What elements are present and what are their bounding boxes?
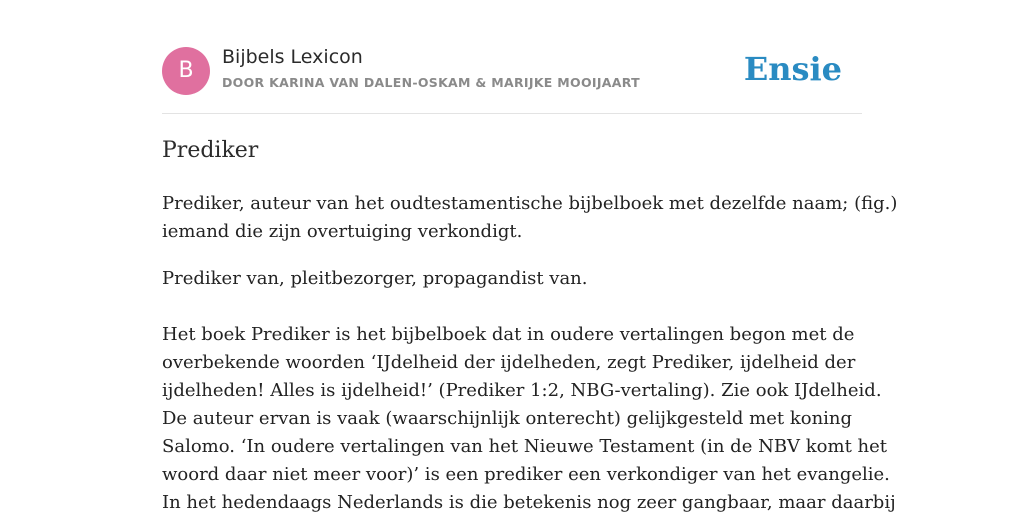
text-line: In het hedendaags Nederlands is die betekenis nog zeer gangbaar, maar daarbij <box>162 492 896 513</box>
text-line: Salomo. ‘In oudere vertalingen van het Nieuwe Testament (in de NBV komt het <box>162 436 888 457</box>
text-line: woord daar niet meer voor)’ is een prediker een verkondiger van het evangelie. <box>162 464 890 485</box>
dictionary-title[interactable]: Bijbels Lexicon <box>222 46 363 68</box>
text-line: iemand die zijn overtuiging verkondigt. <box>162 221 523 242</box>
text-line: ijdelheden! Alles is ijdelheid!’ (Prediker 1:2, NBG-vertaling). Zie ook IJdelheid. <box>162 380 882 401</box>
dictionary-header <box>162 46 862 96</box>
expression-paragraph <box>162 265 862 293</box>
entry-title: Prediker <box>162 138 259 163</box>
text-line: Prediker, auteur van het oudtestamentische bijbelboek met dezelfde naam; (fig.) <box>162 193 898 214</box>
explanation-paragraph <box>162 321 896 517</box>
header-divider <box>162 113 862 114</box>
definition-paragraph <box>162 190 898 246</box>
dictionary-authors: DOOR KARINA VAN DALEN-OSKAM & MARIJKE MOOIJAART <box>222 75 640 90</box>
text-line: De auteur ervan is vaak (waarschijnlijk onterecht) gelijkgesteld met koning <box>162 408 853 429</box>
text-line: Het boek Prediker is het bijbelboek dat in oudere vertalingen begon met de <box>162 324 855 345</box>
text-line: overbekende woorden ‘IJdelheid der ijdelheden, zegt Prediker, ijdelheid der <box>162 352 856 373</box>
text-line: Prediker van, pleitbezorger, propagandist van. <box>162 268 588 289</box>
dictionary-avatar[interactable]: B <box>162 47 210 95</box>
ensie-logo[interactable]: Ensie <box>743 50 842 88</box>
